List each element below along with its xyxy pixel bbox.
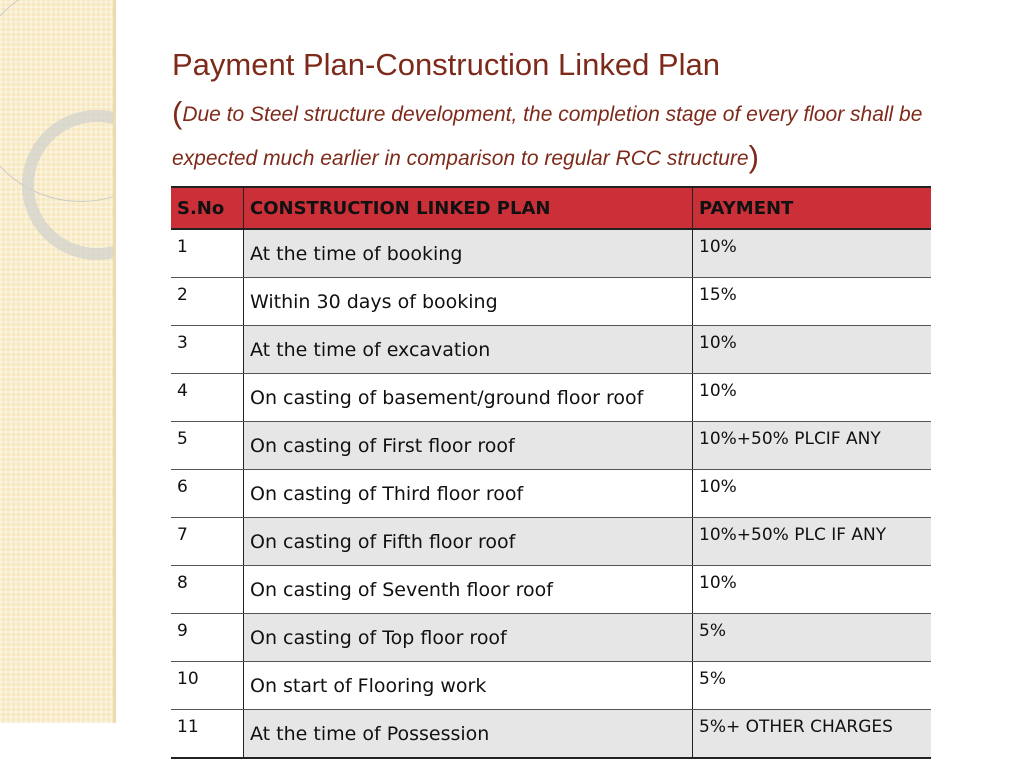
cell-sno: 10 xyxy=(171,662,244,710)
table-row xyxy=(171,422,931,470)
table-row xyxy=(171,374,931,422)
cell-payment: 10%+50% PLC IF ANY xyxy=(693,518,932,566)
header-sno: S.No xyxy=(171,187,244,229)
payment-plan-table xyxy=(171,186,931,759)
cell-sno: 5 xyxy=(171,422,244,470)
subtitle-close-paren: ) xyxy=(748,139,759,174)
cell-payment: 10%+50% PLCIF ANY xyxy=(693,422,932,470)
cell-sno: 9 xyxy=(171,614,244,662)
cell-payment: 5% xyxy=(693,614,932,662)
table-row xyxy=(171,614,931,662)
table-row xyxy=(171,278,931,326)
side-band-edge xyxy=(113,0,116,723)
cell-sno: 6 xyxy=(171,470,244,518)
cell-plan: Within 30 days of booking xyxy=(244,278,693,326)
cell-plan: On casting of basement/ground floor roof xyxy=(244,374,693,422)
subtitle-open-paren: ( xyxy=(172,95,183,130)
cell-plan: At the time of excavation xyxy=(244,326,693,374)
decorative-side-band xyxy=(0,0,113,723)
table-row xyxy=(171,470,931,518)
cell-payment: 10% xyxy=(693,374,932,422)
table-row xyxy=(171,566,931,614)
cell-payment: 5% xyxy=(693,662,932,710)
table-row xyxy=(171,229,931,278)
table-row xyxy=(171,710,931,759)
cell-payment: 10% xyxy=(693,326,932,374)
cell-sno: 3 xyxy=(171,326,244,374)
cell-plan: At the time of Possession xyxy=(244,710,693,759)
cell-plan: On casting of Seventh floor roof xyxy=(244,566,693,614)
cell-plan: On casting of First floor roof xyxy=(244,422,693,470)
cell-payment: 10% xyxy=(693,470,932,518)
header-construction-plan: CONSTRUCTION LINKED PLAN xyxy=(244,187,693,229)
cell-sno: 1 xyxy=(171,229,244,278)
cell-payment: 15% xyxy=(693,278,932,326)
cell-plan: On casting of Fifth floor roof xyxy=(244,518,693,566)
cell-plan: At the time of booking xyxy=(244,229,693,278)
cell-sno: 11 xyxy=(177,717,199,737)
cell-payment: 5%+ OTHER CHARGES xyxy=(693,710,932,759)
slide-subtitle xyxy=(172,92,972,180)
decorative-ring xyxy=(0,0,113,202)
cell-sno: 2 xyxy=(171,278,244,326)
table-header-row xyxy=(171,187,931,229)
cell-payment: 10% xyxy=(693,566,932,614)
table-row xyxy=(171,326,931,374)
header-payment: PAYMENT xyxy=(693,187,932,229)
cell-payment: 10% xyxy=(693,229,932,278)
cell-sno: 7 xyxy=(171,518,244,566)
cell-sno: 4 xyxy=(171,374,244,422)
decorative-ring xyxy=(22,110,113,260)
subtitle-text: Due to Steel structure development, the completion stage of every floor shall be expected much earlier in comparison to regular RCC structure xyxy=(172,103,923,170)
cell-plan: On start of Flooring work xyxy=(244,662,693,710)
slide-title: Payment Plan-Construction Linked Plan xyxy=(172,47,720,82)
cell-sno: 8 xyxy=(171,566,244,614)
cell-plan: On casting of Third floor roof xyxy=(244,470,693,518)
table-row xyxy=(171,518,931,566)
cell-plan: On casting of Top floor roof xyxy=(244,614,693,662)
table-row xyxy=(171,662,931,710)
